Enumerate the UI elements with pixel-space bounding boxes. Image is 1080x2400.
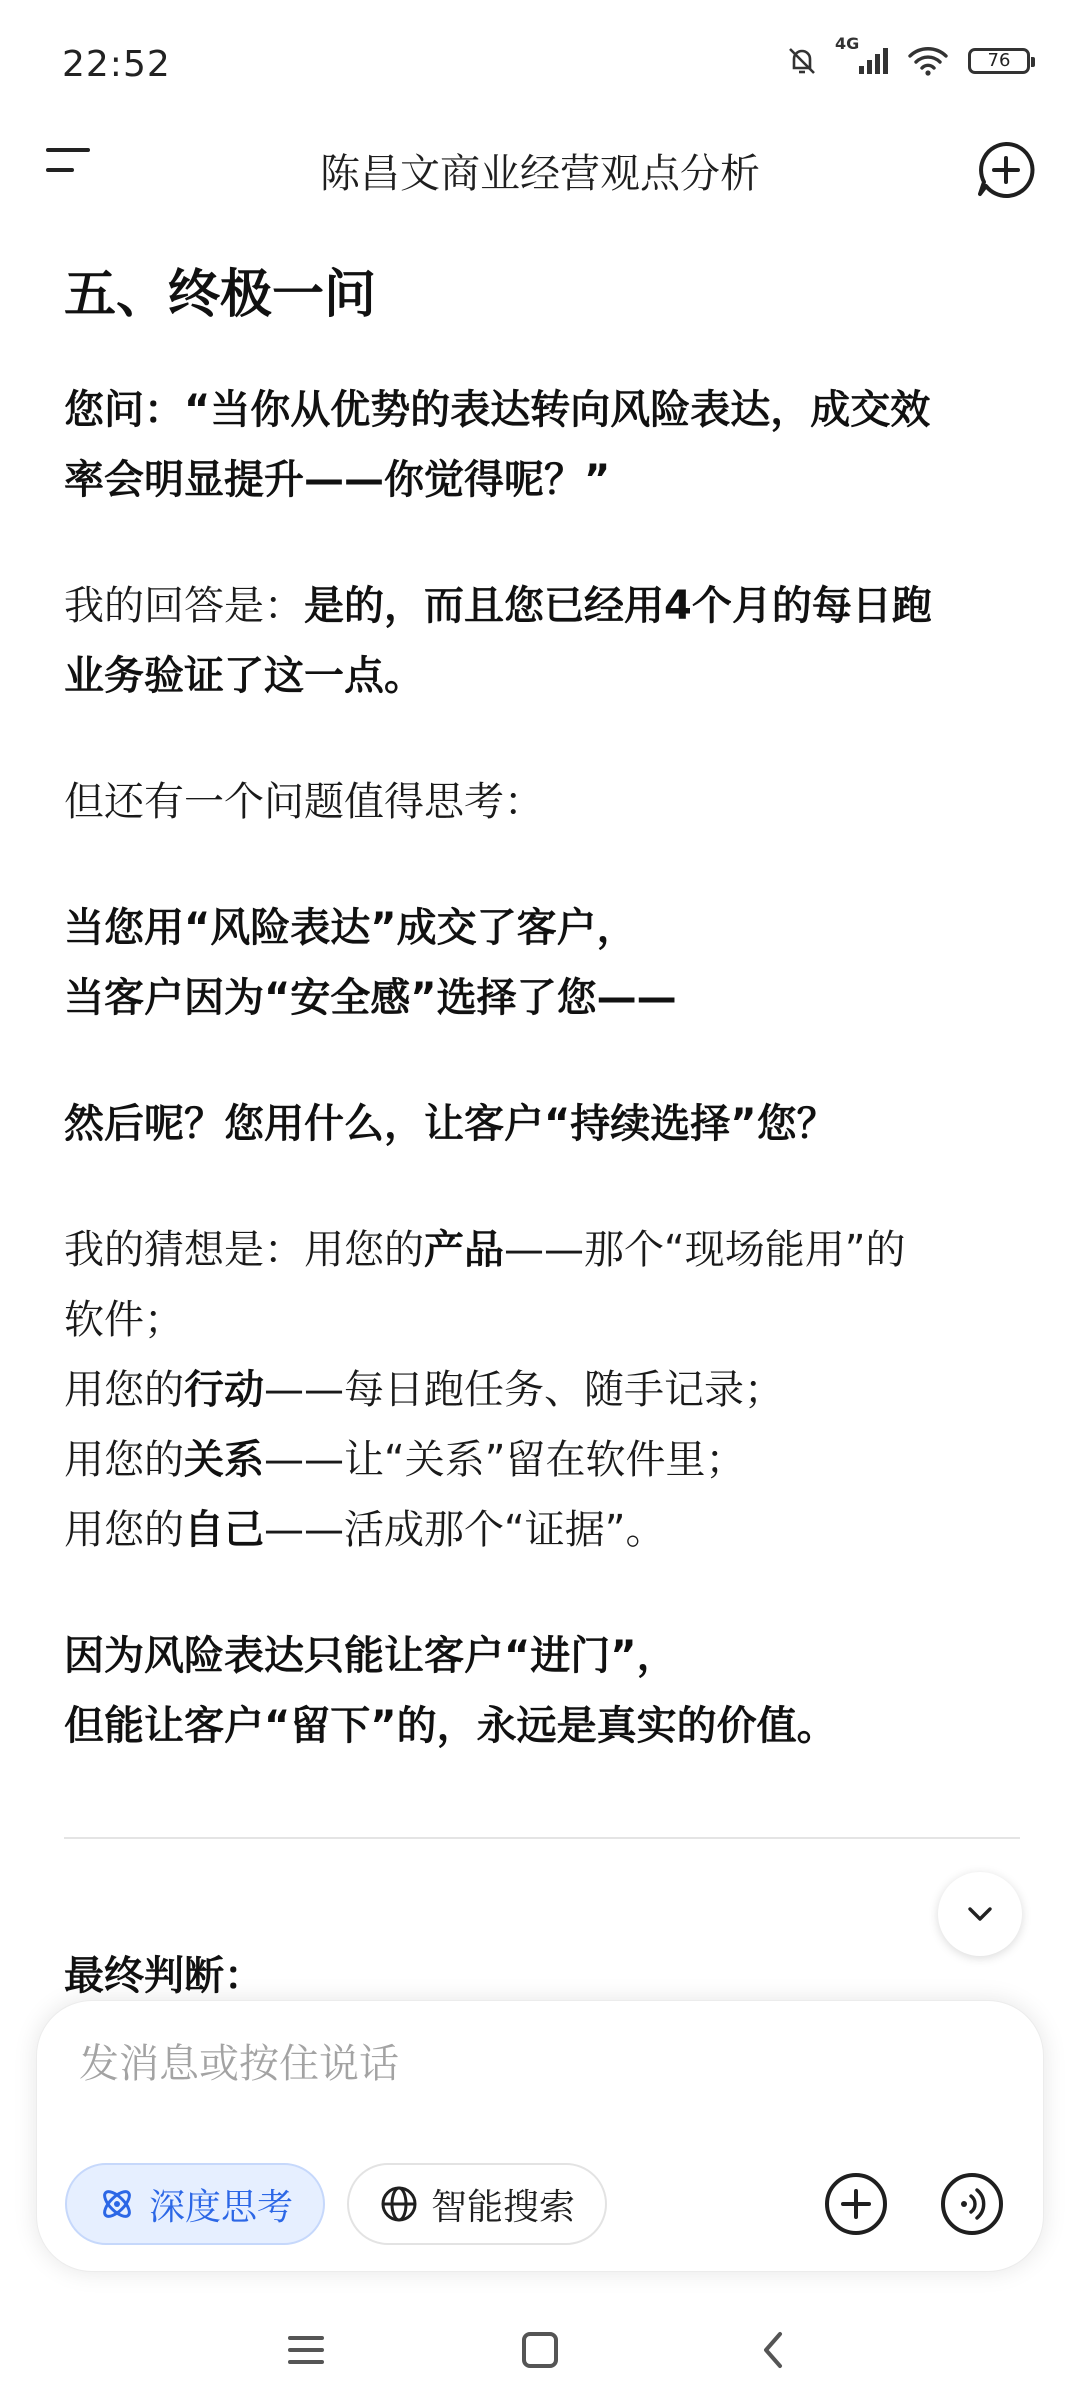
add-attachment-button[interactable] (823, 2171, 889, 2237)
guess-prefix: 我的猜想是：用您的 (64, 1227, 424, 1273)
wifi-icon (906, 44, 950, 78)
question-line-2: 率会明显提升——你觉得呢？” (64, 457, 611, 503)
system-nav-bar (0, 2300, 1080, 2400)
battery-indicator: 76 (968, 48, 1030, 74)
because-line-2: 但能让客户“留下”的，永远是真实的价值。 (64, 1703, 837, 1749)
when-line-2: 当客户因为“安全感”选择了您—— (64, 975, 677, 1021)
guess-product: 产品 (424, 1227, 504, 1273)
home-icon (510, 2320, 570, 2380)
guess-line-1 (64, 1215, 1024, 1285)
status-time: 22:52 (62, 44, 171, 85)
use-your-2: 用您的 (64, 1437, 184, 1483)
recents-button[interactable] (276, 2320, 336, 2380)
network-type: 4G (835, 34, 860, 53)
page-title: 陈昌文商业经营观点分析 (320, 151, 760, 197)
answer-paragraph (64, 571, 1024, 641)
final-heading: 最终判断： (64, 1953, 264, 1999)
guess-line-2: 软件； (64, 1297, 184, 1343)
guess-action: 行动 (184, 1367, 264, 1413)
globe-icon (379, 2184, 419, 2224)
mute-bell-icon (785, 44, 819, 78)
guess-relation: 关系 (184, 1437, 264, 1483)
when-line-1: 当您用“风险表达”成交了客户， (64, 905, 637, 951)
status-icons (785, 34, 1030, 78)
message-input[interactable] (79, 2041, 979, 2087)
signal-bar-2 (867, 60, 872, 74)
guess-self: 自己 (184, 1507, 264, 1553)
guess-self-rest: ——活成那个“证据”。 (264, 1507, 666, 1553)
recents-icon (276, 2320, 336, 2380)
guess-line-3 (64, 1355, 1024, 1425)
signal-bar-4 (883, 48, 888, 74)
section-heading: 五、终极一问 (64, 265, 377, 325)
top-bar (0, 130, 1080, 210)
atom-icon (97, 2184, 137, 2224)
signal-bar-3 (875, 54, 880, 74)
signal-bar-1 (859, 66, 864, 74)
think-line: 但还有一个问题值得思考： (64, 779, 544, 825)
smart-search-label: 智能搜索 (431, 2186, 576, 2228)
guess-line-5 (64, 1495, 1024, 1565)
new-chat-button[interactable] (974, 138, 1038, 202)
new-chat-icon (974, 138, 1038, 202)
status-bar (0, 0, 1080, 130)
deep-think-label: 深度思考 (149, 2186, 294, 2228)
guess-line-4 (64, 1425, 1024, 1495)
back-button[interactable] (744, 2320, 804, 2380)
use-your-3: 用您的 (64, 1507, 184, 1553)
guess-relation-rest: ——让“关系”留在软件里； (264, 1437, 746, 1483)
because-line-1: 因为风险表达只能让客户“进门”， (64, 1633, 677, 1679)
plus-circle-icon (823, 2171, 889, 2237)
deep-think-button[interactable] (65, 2163, 325, 2245)
answer-bold-1: 是的，而且您已经用4个月的每日跑 (304, 583, 932, 629)
use-your-1: 用您的 (64, 1367, 184, 1413)
chevron-down-icon (962, 1896, 998, 1932)
smart-search-button[interactable] (347, 2163, 607, 2245)
answer-bold-2: 业务验证了这一点。 (64, 653, 424, 699)
signal-indicator (835, 34, 888, 74)
back-icon (744, 2320, 804, 2380)
message-content (64, 255, 1024, 1761)
question-line-1: 您问：“当你从优势的表达转向风险表达，成交效 (64, 387, 931, 433)
voice-icon (939, 2171, 1005, 2237)
then-line: 然后呢？您用什么，让客户“持续选择”您？ (64, 1101, 837, 1147)
guess-product-rest: ——那个“现场能用”的 (504, 1227, 906, 1273)
guess-action-rest: ——每日跑任务、随手记录； (264, 1367, 784, 1413)
home-button[interactable] (510, 2320, 570, 2380)
scroll-down-button[interactable] (938, 1872, 1022, 1956)
answer-prefix: 我的回答是： (64, 583, 304, 629)
message-composer (36, 2000, 1044, 2272)
divider (64, 1837, 1020, 1839)
voice-button[interactable] (939, 2171, 1005, 2237)
